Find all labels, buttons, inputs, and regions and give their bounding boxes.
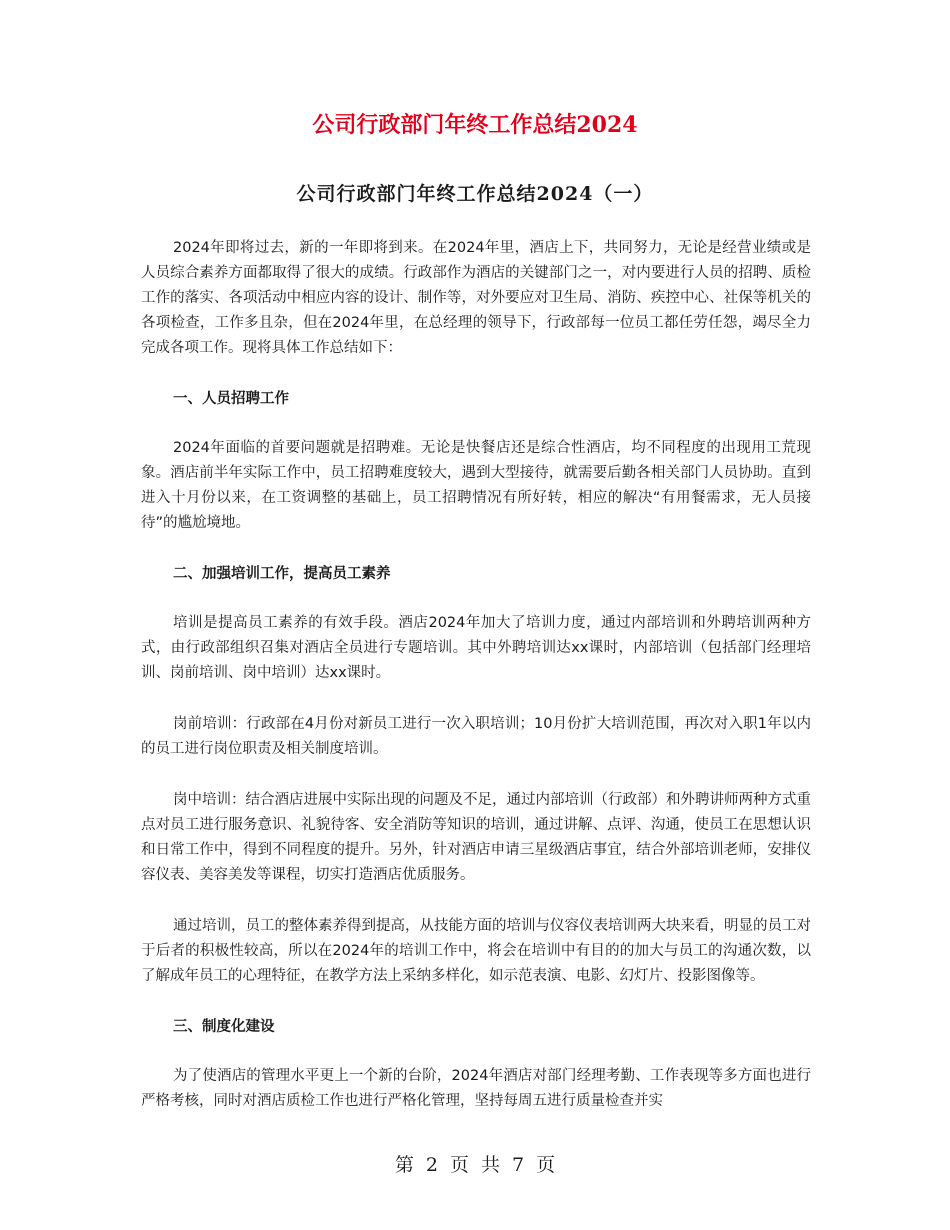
paragraph-recruitment: 2024年面临的首要问题就是招聘难。无论是快餐店还是综合性酒店，均不同程度的出现用工荒现象。酒店前半年实际工作中，员工招聘难度较大，遇到大型接待，就需要后勤各相关部门人员协助。直到进入十月份以来，在工资调整的基础上，员工招聘情况有所好转，相应的解决“有用餐需求，无人员接待”的尴尬境地。 bbox=[141, 440, 811, 531]
section-heading-training: 二、加强培训工作，提高员工素养 bbox=[173, 566, 391, 582]
document-title: 公司行政部门年终工作总结2024 bbox=[312, 112, 638, 138]
paragraph-pre-job-training: 岗前培训：行政部在4月份对新员工进行一次入职培训；10月份扩大培训范围，再次对入职1年以内的员工进行岗位职责及相关制度培训。 bbox=[141, 716, 811, 757]
paragraph-training-results: 通过培训，员工的整体素养得到提高，从技能方面的培训与仪容仪表培训两大块来看，明显的员工对于后者的积极性较高，所以在2024年的培训工作中，将会在培训中有目的的加大与员工的沟通次数，以了解成年员工的心理特征，在教学方法上采纳多样化，如示范表演、电影、幻灯片、投影图像等。 bbox=[141, 918, 811, 984]
paragraph-intro: 2024年即将过去，新的一年即将到来。在2024年里，酒店上下，共同努力，无论是经营业绩或是人员综合素养方面都取得了很大的成绩。行政部作为酒店的关键部门之一，对内要进行人员的招聘、质检工作的落实、各项活动中相应内容的设计、制作等，对外要应对卫生局、消防、疾控中心、社保等机关的各项检查，工作多且杂，但在2024年里，在总经理的领导下，行政部每一位员工都任劳任怨，竭尽全力完成各项工作。现将具体工作总结如下： bbox=[141, 240, 811, 356]
document-subtitle: 公司行政部门年终工作总结2024（一） bbox=[296, 183, 654, 205]
paragraph-institution: 为了使酒店的管理水平更上一个新的台阶，2024年酒店对部门经理考勤、工作表现等多方面也进行严格考核，同时对酒店质检工作也进行严格化管理，坚持每周五进行质量检查并实 bbox=[141, 1068, 811, 1109]
document-body bbox=[141, 236, 811, 1140]
page-number-footer: 第 2 页 共 7 页 bbox=[394, 1154, 556, 1176]
section-heading-institution: 三、制度化建设 bbox=[173, 1019, 275, 1035]
paragraph-training-overview: 培训是提高员工素养的有效手段。酒店2024年加大了培训力度，通过内部培训和外聘培训两种方式，由行政部组织召集对酒店全员进行专题培训。其中外聘培训达xx课时，内部培训（包括部门经理培训、岗前培训、岗中培训）达xx课时。 bbox=[141, 615, 811, 681]
paragraph-on-job-training: 岗中培训：结合酒店进展中实际出现的问题及不足，通过内部培训（行政部）和外聘讲师两种方式重点对员工进行服务意识、礼貌待客、安全消防等知识的培训，通过讲解、点评、沟通，使员工在思想认识和日常工作中，得到不同程度的提升。另外，针对酒店申请三星级酒店事宜，结合外部培训老师，安排仪容仪表、美容美发等课程，切实打造酒店优质服务。 bbox=[141, 792, 811, 883]
section-heading-recruitment: 一、人员招聘工作 bbox=[173, 391, 289, 407]
